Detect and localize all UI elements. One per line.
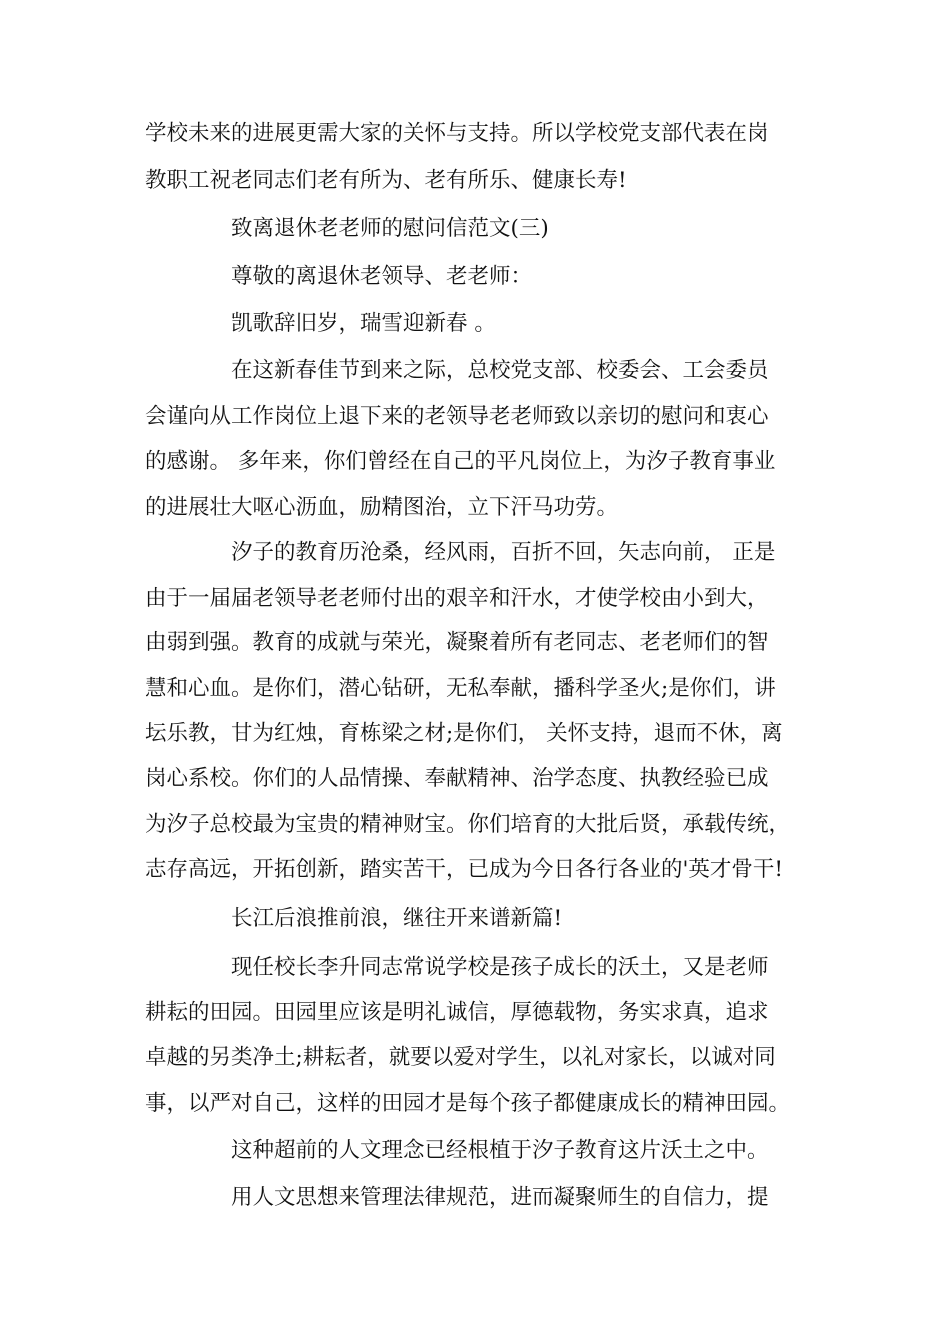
text-line-19: 现任校长李升同志常说学校是孩子成长的沃土，又是老师: [231, 955, 769, 980]
text-line-17: 志存高远，开拓创新，踏实苦干，已成为今日各行各业的'英才骨干!: [145, 857, 784, 882]
text-line-16: 为汐子总校最为宝贵的精神财宝。你们培育的大批后贤，承载传统，: [145, 812, 791, 837]
text-line-9: 的进展壮大呕心沥血，励精图治，立下汗马功劳。: [145, 495, 619, 520]
text-line-12: 由弱到强。教育的成就与荣光，凝聚着所有老同志、老老师们的智: [145, 630, 769, 655]
text-line-20: 耕耘的田园。田园里应该是明礼诚信，厚德载物，务实求真，追求: [145, 1000, 769, 1025]
text-line-7: 会谨向从工作岗位上退下来的老领导老老师致以亲切的慰问和衷心: [145, 404, 769, 429]
text-line-21: 卓越的另类净土;耕耘者，就要以爱对学生，以礼对家长，以诚对同: [145, 1045, 776, 1070]
text-line-6: 在这新春佳节到来之际，总校党支部、校委会、工会委员: [231, 358, 769, 383]
text-line-11: 由于一届届老领导老老师付出的艰辛和汗水，才使学校由小到大，: [145, 586, 769, 611]
text-line-24: 用人文思想来管理法律规范，进而凝聚师生的自信力，提: [231, 1185, 769, 1210]
text-line-10: 汐子的教育历沧桑，经风雨，百折不回，矢志向前， 正是: [231, 540, 776, 565]
salutation: 尊敬的离退休老领导、老老师：: [231, 264, 533, 289]
text-line-1: 学校未来的进展更需大家的关怀与支持。所以学校党支部代表在岗: [145, 121, 769, 146]
text-line-15: 岗心系校。你们的人品情操、奉献精神、治学态度、执教经验已成: [145, 766, 769, 791]
text-line-5: 凯歌辞旧岁，瑞雪迎新春 。: [231, 311, 496, 336]
text-line-2: 教职工祝老同志们老有所为、老有所乐、健康长寿!: [145, 168, 627, 193]
section-title: 致离退休老老师的慰问信范文(三): [231, 216, 549, 241]
text-line-14: 坛乐教，甘为红烛，育栋梁之材;是你们， 关怀支持，退而不休，离: [145, 721, 783, 746]
text-line-18: 长江后浪推前浪，继往开来谱新篇!: [231, 906, 563, 931]
text-line-8: 的感谢。 多年来，你们曾经在自己的平凡岗位上，为汐子教育事业: [145, 449, 776, 474]
text-line-13: 慧和心血。是你们，潜心钻研，无私奉献，播科学圣火;是你们，讲: [145, 676, 776, 701]
text-line-23: 这种超前的人文理念已经根植于汐子教育这片沃土之中。: [231, 1138, 769, 1163]
text-line-22: 事，以严对自己，这样的田园才是每个孩子都健康成长的精神田园。: [145, 1091, 791, 1116]
